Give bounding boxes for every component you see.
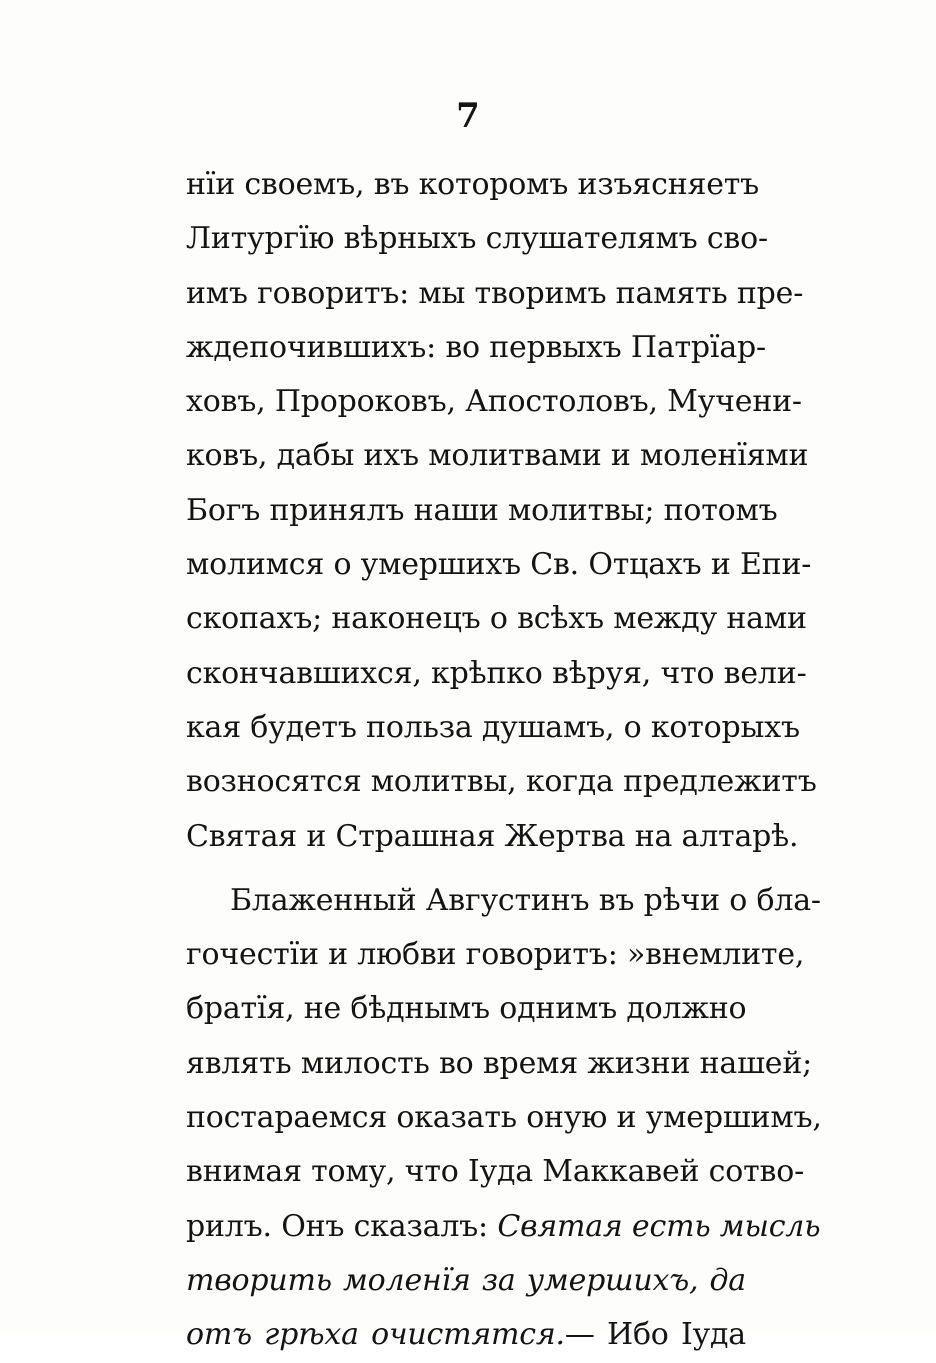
- text-run: рилъ. Онъ сказалъ:: [186, 1208, 498, 1244]
- text-line: скопахъ; наконецъ о всѣхъ между нами: [186, 601, 807, 637]
- paragraph-gap: [186, 864, 746, 874]
- text-line: молимся о умершихъ Св. Отцахъ и Епи-: [186, 547, 812, 583]
- text-line: постараемся оказать оную и умершимъ,: [186, 1100, 822, 1136]
- text-line: Богъ принялъ наши молитвы; потомъ: [186, 492, 778, 528]
- text-line: ждепочившихъ: во первыхъ Патрїар-: [186, 329, 766, 365]
- text-line: внимая тому, что Іуда Маккавей сотво-: [186, 1154, 805, 1190]
- paragraph-2: [186, 874, 822, 1363]
- body-text: [186, 158, 822, 1363]
- text-line: кая будетъ польза душамъ, о которыхъ: [186, 709, 800, 745]
- text-line: ховъ, Пророковъ, Апостоловъ, Мучени-: [186, 384, 802, 420]
- text-line: гочестїи и любви говоритъ: »внемлите,: [186, 937, 805, 973]
- italic-text-run: отъ грѣха очистятся.: [186, 1317, 565, 1353]
- text-line: Литургїю вѣрныхъ слушателямъ сво-: [186, 221, 768, 257]
- text-line: Святая и Страшная Жертва на алтарѣ.: [186, 818, 799, 854]
- page-number: 7: [456, 96, 480, 136]
- text-line: скончавшихся, крѣпко вѣруя, что вели-: [186, 655, 807, 691]
- text-line: имъ говоритъ: мы творимъ память пре-: [186, 275, 804, 311]
- paragraph-1: [186, 158, 817, 864]
- text-line: нїи своемъ, въ которомъ изъясняетъ: [186, 167, 760, 202]
- text-line: Блаженный Августинъ въ рѣчи о бла-: [230, 882, 821, 918]
- italic-text-run: Святая есть мысль: [497, 1208, 821, 1244]
- text-line: братїя, не бѣднымъ однимъ должно: [186, 991, 747, 1027]
- text-line-mixed: [186, 1200, 821, 1254]
- text-line: являть милость во время жизни нашей;: [186, 1045, 813, 1081]
- text-line: ковъ, дабы ихъ молитвами и моленїями: [186, 438, 809, 474]
- text-line: возносятся молитвы, когда предлежитъ: [186, 764, 817, 800]
- text-run: — Ибо Іуда: [564, 1317, 746, 1353]
- text-line-mixed: [186, 1308, 746, 1362]
- italic-text-line: творить моленїя за умершихъ, да: [186, 1262, 746, 1298]
